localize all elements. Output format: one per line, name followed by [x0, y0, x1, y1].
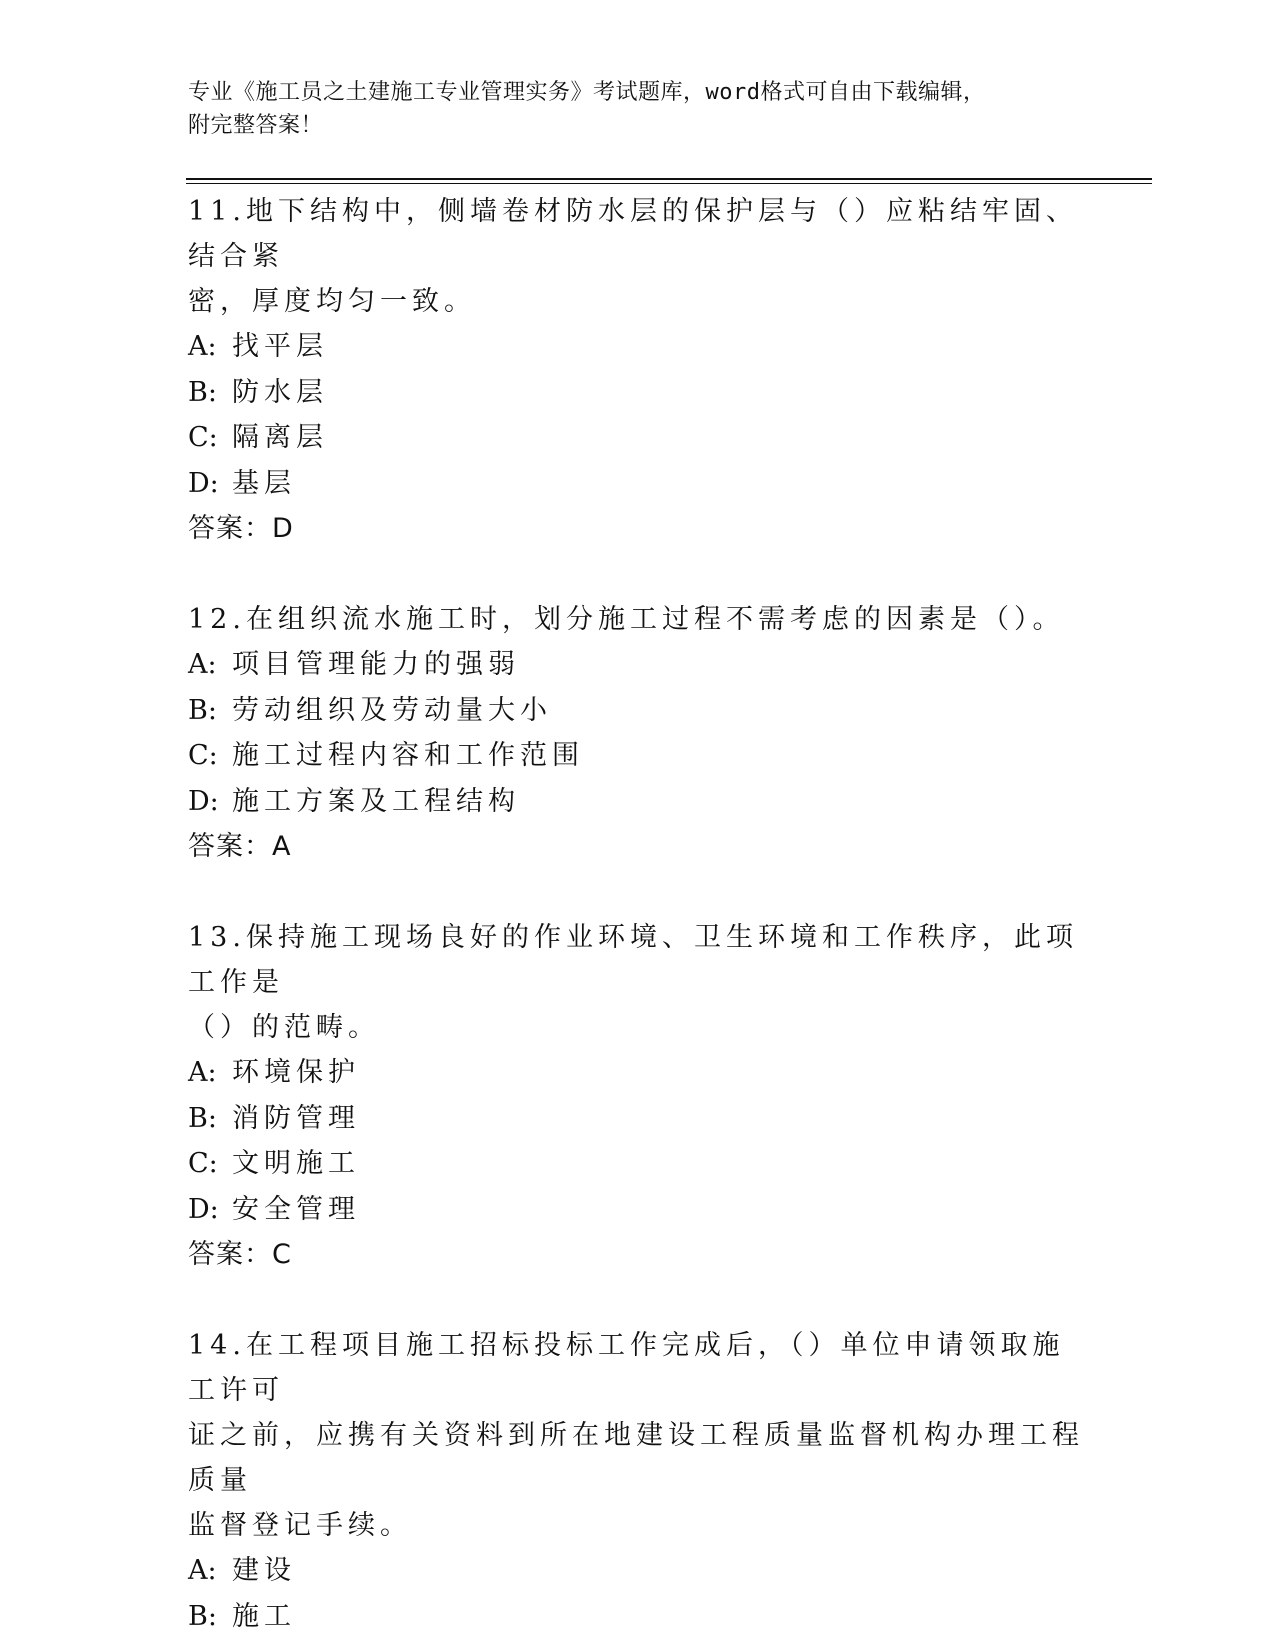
option-text: 环境保护: [232, 1057, 360, 1088]
option-text: 防水层: [232, 376, 328, 408]
option-letter: A:: [188, 649, 217, 680]
option-letter: C:: [188, 1148, 218, 1179]
document-header: [188, 76, 1068, 142]
option-a: [188, 1548, 1088, 1594]
option-b: [188, 370, 1088, 416]
answer-line: 答案：A: [188, 831, 292, 862]
option-letter: C:: [188, 422, 218, 453]
option-letter: A:: [188, 1555, 217, 1586]
question-stem-line: 监督登记手续。: [188, 1510, 412, 1541]
option-text: 基层: [232, 467, 296, 499]
header-line-2: 附完整答案！: [188, 113, 324, 138]
option-d: [188, 1187, 1088, 1233]
option-a: [188, 1050, 1088, 1096]
question-list: [188, 189, 1088, 1639]
option-letter: B:: [188, 376, 217, 408]
option-text: 劳动组织及劳动量大小: [232, 694, 552, 726]
option-b: [188, 688, 1088, 734]
option-c: [188, 733, 1088, 779]
question-14: [188, 1323, 1088, 1639]
question-stem-line: （）的范畴。: [188, 1012, 380, 1043]
option-text: 施工: [232, 1600, 296, 1632]
option-c: [188, 415, 1088, 461]
option-d: [188, 461, 1088, 507]
option-letter: D:: [188, 1193, 219, 1225]
option-letter: B:: [188, 1600, 217, 1632]
option-letter: B:: [188, 694, 217, 726]
option-text: 施工方案及工程结构: [232, 785, 520, 817]
question-stem-line: 11.地下结构中，侧墙卷材防水层的保护层与（）应粘结牢固、结合紧: [188, 196, 1078, 272]
option-c: [188, 1141, 1088, 1187]
option-letter: D:: [188, 467, 219, 499]
option-text: 找平层: [232, 331, 328, 362]
header-divider-thin: [186, 183, 1152, 184]
option-text: 施工过程内容和工作范围: [232, 740, 584, 771]
question-13: [188, 915, 1088, 1278]
option-letter: C:: [188, 740, 218, 771]
question-stem-line: 12.在组织流水施工时，划分施工过程不需考虑的因素是（）。: [188, 604, 1065, 635]
option-text: 项目管理能力的强弱: [232, 649, 520, 680]
answer-line: 答案：D: [188, 513, 294, 544]
option-d: [188, 779, 1088, 825]
question-11: [188, 189, 1088, 552]
question-stem-line: 14.在工程项目施工招标投标工作完成后，（）单位申请领取施工许可: [188, 1330, 1065, 1406]
answer-line: 答案：C: [188, 1239, 292, 1270]
header-line-1: 专业《施工员之土建施工专业管理实务》考试题库，word格式可自由下载编辑，: [188, 80, 986, 105]
header-divider-thick: [186, 178, 1152, 180]
question-spacer: [188, 1278, 1088, 1323]
question-spacer: [188, 552, 1088, 597]
question-spacer: [188, 870, 1088, 915]
option-b: [188, 1594, 1088, 1640]
option-letter: D:: [188, 785, 219, 817]
question-stem-line: 密，厚度均匀一致。: [188, 286, 476, 317]
question-stem-line: 证之前，应携有关资料到所在地建设工程质量监督机构办理工程质量: [188, 1420, 1084, 1496]
question-stem-line: 13.保持施工现场良好的作业环境、卫生环境和工作秩序，此项工作是: [188, 922, 1078, 998]
option-letter: B:: [188, 1102, 217, 1134]
question-12: [188, 597, 1088, 870]
option-a: [188, 642, 1088, 688]
option-text: 建设: [232, 1555, 296, 1586]
option-text: 消防管理: [232, 1102, 360, 1134]
option-b: [188, 1096, 1088, 1142]
option-a: [188, 324, 1088, 370]
option-text: 隔离层: [232, 422, 328, 453]
option-text: 文明施工: [232, 1148, 360, 1179]
option-letter: A:: [188, 1057, 217, 1088]
option-text: 安全管理: [232, 1193, 360, 1225]
option-letter: A:: [188, 331, 217, 362]
